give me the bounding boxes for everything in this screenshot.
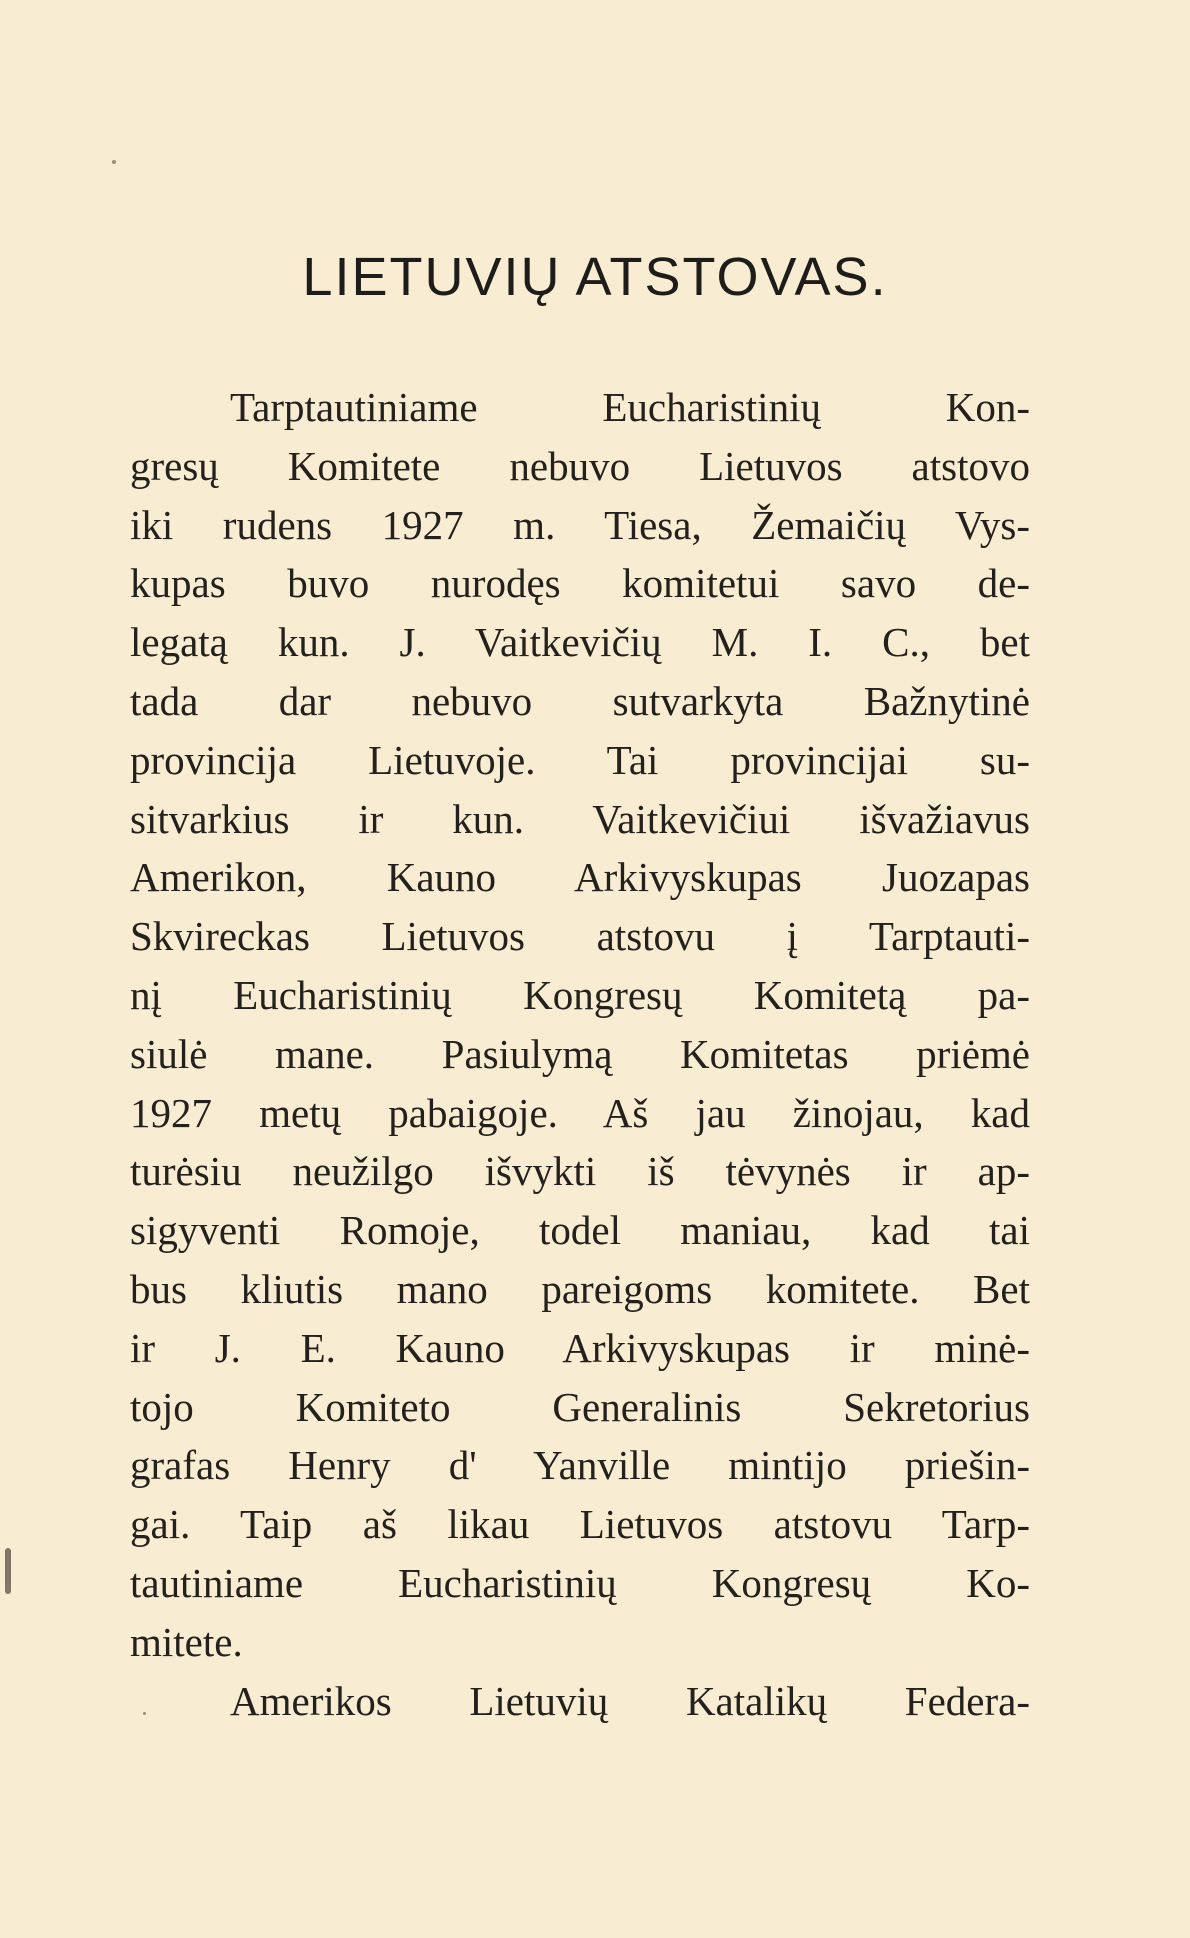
paper-speck <box>112 160 116 164</box>
body-text <box>130 378 1030 1730</box>
text-line: tojo Komiteto Generalinis Sekretorius <box>130 1383 1030 1430</box>
text-line: gresų Komitete nebuvo Lietuvos atstovo <box>130 442 1030 489</box>
text-line: Tarptautiniame Eucharistinių Kon- <box>230 384 1030 430</box>
text-line: tautiniame Eucharistinių Kongresų Ko- <box>130 1559 1030 1606</box>
paper-speck <box>143 1712 146 1715</box>
text-line: bus kliutis mano pareigoms komitete. Bet <box>130 1265 1030 1312</box>
text-line: sitvarkius ir kun. Vaitkevičiui išvažiavus <box>130 795 1030 842</box>
page-heading: LIETUVIŲ ATSTOVAS. <box>302 247 888 307</box>
text-line: Skvireckas Lietuvos atstovu į Tarptauti- <box>130 913 1030 960</box>
text-line: sigyventi Romoje, todel maniau, kad tai <box>130 1207 1030 1254</box>
margin-mark <box>5 1548 11 1594</box>
text-line: siulė mane. Pasiulymą Komitetas priėmė <box>130 1030 1030 1077</box>
text-line: turėsiu neužilgo išvykti iš tėvynės ir ap- <box>130 1148 1030 1195</box>
text-line: ir J. E. Kauno Arkivyskupas ir minė- <box>130 1324 1030 1371</box>
text-line: grafas Henry d' Yanville mintijo priešin- <box>130 1442 1030 1489</box>
text-line: gai. Taip aš likau Lietuvos atstovu Tarp- <box>130 1501 1030 1548</box>
text-line: provincija Lietuvoje. Tai provincijai su- <box>130 736 1030 783</box>
text-line: Amerikon, Kauno Arkivyskupas Juozapas <box>130 854 1030 901</box>
text-line: tada dar nebuvo sutvarkyta Bažnytinė <box>130 677 1030 724</box>
text-line: kupas buvo nurodęs komitetui savo de- <box>130 560 1030 607</box>
text-line: mitete. <box>130 1618 243 1665</box>
text-line: Amerikos Lietuvių Katalikų Federa- <box>230 1677 1030 1724</box>
text-line: 1927 metų pabaigoje. Aš jau žinojau, kad <box>130 1089 1030 1136</box>
text-line: iki rudens 1927 m. Tiesa, Žemaičių Vys- <box>130 501 1030 548</box>
text-line: legatą kun. J. Vaitkevičių M. I. C., bet <box>130 619 1030 666</box>
text-line: nį Eucharistinių Kongresų Komitetą pa- <box>130 971 1030 1018</box>
